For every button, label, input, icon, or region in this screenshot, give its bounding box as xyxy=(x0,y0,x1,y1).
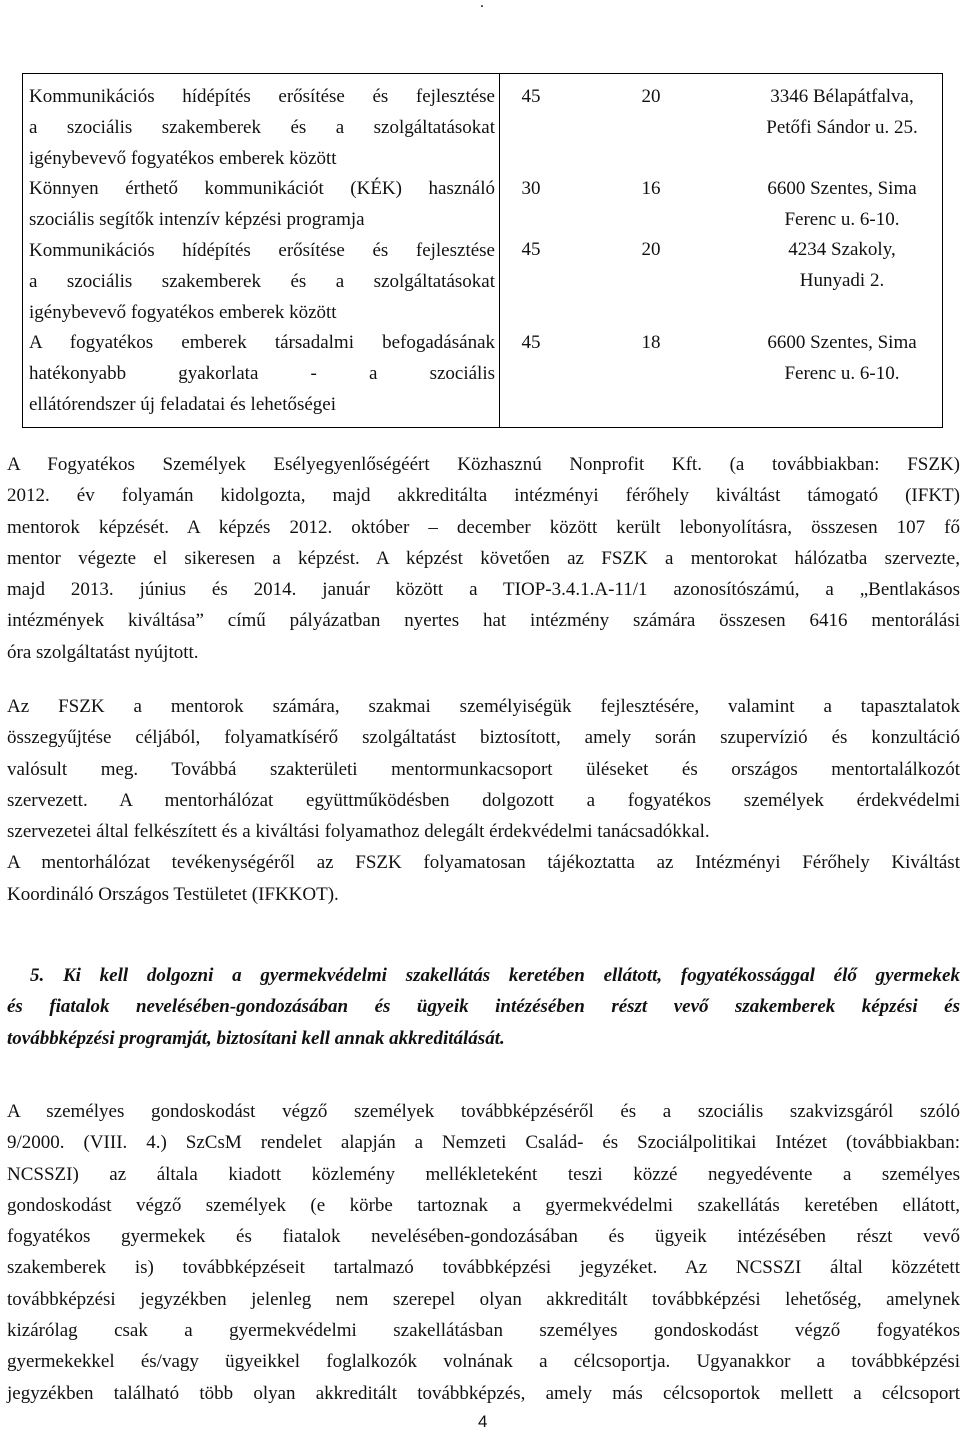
paragraph-mentor-network xyxy=(7,691,960,910)
address-line: Hunyadi 2. xyxy=(799,269,885,291)
text-line: NCSSZI) az általa kiadott közlemény mellékleteként teszi közzé negyedévente a személyes xyxy=(7,1163,960,1185)
detail-row xyxy=(506,82,938,174)
text-line: Az FSZK a mentorok számára, szakmai személyiségük fejlesztésére, valamint a tapasztalatok xyxy=(7,696,960,717)
text-line: szervezetei által felkészített és a kiváltási folyamathoz delegált érdekvédelmi tanácsadókkal. xyxy=(7,821,710,843)
address-line: 4234 Szakoly, xyxy=(788,239,896,260)
text-line: A Fogyatékos Személyek Esélyegyenlőségéért Közhasznú Nonprofit Kft. (a továbbiakban: FSZK) xyxy=(7,454,960,475)
paragraph-fszk-mentors xyxy=(7,449,960,668)
text-line: gondoskodást végző személyek (e körbe tartoznak a gyermekvédelmi szakellátás keretében ellátott, xyxy=(7,1194,960,1216)
title-line: A fogyatékos emberek társadalmi befogadásának xyxy=(29,332,495,354)
address-line: 6600 Szentes, Sima xyxy=(767,332,917,353)
course-title xyxy=(29,82,495,174)
text-line: mentor végezte el sikeresen a képzést. A képzést követően az FSZK a mentorokat hálózatba szervezte, xyxy=(7,547,960,569)
text-line: intézmények kiváltása” című pályázatban nyertes hat intézmény számára összesen 6416 mentorálási xyxy=(7,610,960,632)
address-line: Petőfi Sándor u. 25. xyxy=(766,116,918,138)
text-line: A személyes gondoskodást végző személyek továbbképzéséről és a szociális szakvizsgáról szóló xyxy=(7,1101,960,1122)
heading-line: és fiatalok nevelésében-gondozásában és ügyeik intézésében részt vevő szakemberek képzési és xyxy=(7,996,960,1018)
participants-value: 20 xyxy=(641,86,661,107)
text-line: összegyűjtése céljából, folyamatkísérő szolgáltatást biztosított, amely során szupervízió és konzultáció xyxy=(7,727,960,749)
course-title xyxy=(29,236,495,328)
text-line: jegyzékben található több olyan akkreditált továbbképzés, amely más célcsoportok mellett a célcsoport xyxy=(7,1382,960,1404)
hours-value: 30 xyxy=(521,178,541,199)
text-line: szakemberek is) továbbképzéseit tartalmazó továbbképzési jegyzéket. Az NCSSZI által közzétett xyxy=(7,1257,960,1279)
hours-value: 45 xyxy=(521,332,541,353)
title-line: a szociális szakemberek és a szolgáltatásokat xyxy=(29,116,495,138)
title-line: a szociális szakemberek és a szolgáltatásokat xyxy=(29,270,495,292)
address-line: 3346 Bélapátfalva, xyxy=(770,86,914,107)
detail-row xyxy=(506,174,938,235)
text-line: majd 2013. június és 2014. január között a TIOP-3.4.1.A-11/1 azonosítószámú, a „Bentlakásos xyxy=(7,579,960,601)
text-line: fogyatékos gyermekek és fiatalok nevelésében-gondozásában és ügyeik intézésében részt vevő xyxy=(7,1226,960,1248)
title-line: ellátórendszer új feladatai és lehetőségei xyxy=(29,393,337,415)
address xyxy=(746,235,938,297)
text-line: mentorok képzését. A képzés 2012. október – december között került lebonyolításra, összesen 107 fő xyxy=(7,516,960,538)
detail-row xyxy=(506,328,938,420)
participants-value: 16 xyxy=(641,178,661,199)
title-line: hatékonyabb gyakorlata - a szociális xyxy=(29,363,495,385)
text-line: szervezett. A mentorhálózat együttműködésben dolgozott a fogyatékos személyek érdekvédelmi xyxy=(7,789,960,811)
text-line: gyermekekkel és/vagy ügyeikkel foglalkozók volnának a célcsoportja. Ugyanakkor a továbbképzési xyxy=(7,1351,960,1373)
heading-line: 5. Ki kell dolgozni a gyermekvédelmi szakellátás keretében ellátott, fogyatékossággal élő gyermekek xyxy=(30,965,960,986)
text-line: 2012. év folyamán kidolgozta, majd akkreditálta intézményi férőhely kiváltást támogató (IFKT) xyxy=(7,485,960,507)
course-title xyxy=(29,328,495,420)
address-line: Ferenc u. 6-10. xyxy=(784,362,900,384)
title-line: szociális segítők intenzív képzési programja xyxy=(29,209,365,231)
course-title xyxy=(29,174,495,236)
text-line: óra szolgáltatást nyújtott. xyxy=(7,641,199,663)
text-line: A mentorhálózat tevékenységéről az FSZK folyamatosan tájékoztatta az Intézményi Férőhely Kiváltást xyxy=(7,852,960,874)
address-line: 6600 Szentes, Sima xyxy=(767,178,917,199)
section-heading-5 xyxy=(7,960,960,1054)
heading-line: továbbképzési programját, biztosítani kell annak akkreditálását. xyxy=(7,1027,505,1049)
hours-value: 45 xyxy=(521,239,541,260)
title-line: Könnyen érthető kommunikációt (KÉK) használó xyxy=(29,178,495,200)
address xyxy=(746,82,938,144)
course-details-cell xyxy=(500,74,943,428)
course-titles-cell xyxy=(23,74,500,428)
address xyxy=(746,174,938,236)
hours-value: 45 xyxy=(521,86,541,107)
title-line: igénybevevő fogyatékos emberek között xyxy=(29,147,337,169)
text-line: Koordináló Országos Testületet (IFKKOT). xyxy=(7,883,339,905)
text-line: továbbképzési jegyzékben jelenleg nem szerepel olyan akkreditált továbbképzési lehetőség, amelynek xyxy=(7,1288,960,1310)
participants-value: 18 xyxy=(641,332,661,353)
text-line: 9/2000. (VIII. 4.) SzCsM rendelet alapján a Nemzeti Család- és Szociálpolitikai Intézet (továbbiakban: xyxy=(7,1132,960,1154)
paragraph-ncsszi xyxy=(7,1096,960,1409)
top-mark: . xyxy=(480,0,484,11)
text-line: kizárólag csak a gyermekvédelmi szakellátásban személyes gondoskodást végző fogyatékos xyxy=(7,1320,960,1342)
participants-value: 20 xyxy=(641,239,661,260)
table-row xyxy=(23,74,943,428)
title-line: Kommunikációs hídépítés erősítése és fejlesztése xyxy=(29,239,495,261)
page-number: 4 xyxy=(478,1412,488,1431)
address-line: Ferenc u. 6-10. xyxy=(784,208,900,230)
course-table xyxy=(22,73,943,428)
address xyxy=(746,328,938,390)
detail-row xyxy=(506,235,938,328)
title-line: Kommunikációs hídépítés erősítése és fejlesztése xyxy=(29,86,495,107)
title-line: igénybevevő fogyatékos emberek között xyxy=(29,301,337,323)
text-line: valósult meg. Továbbá szakterületi mentormunkacsoport üléseket és országos mentortalálkozót xyxy=(7,758,960,780)
